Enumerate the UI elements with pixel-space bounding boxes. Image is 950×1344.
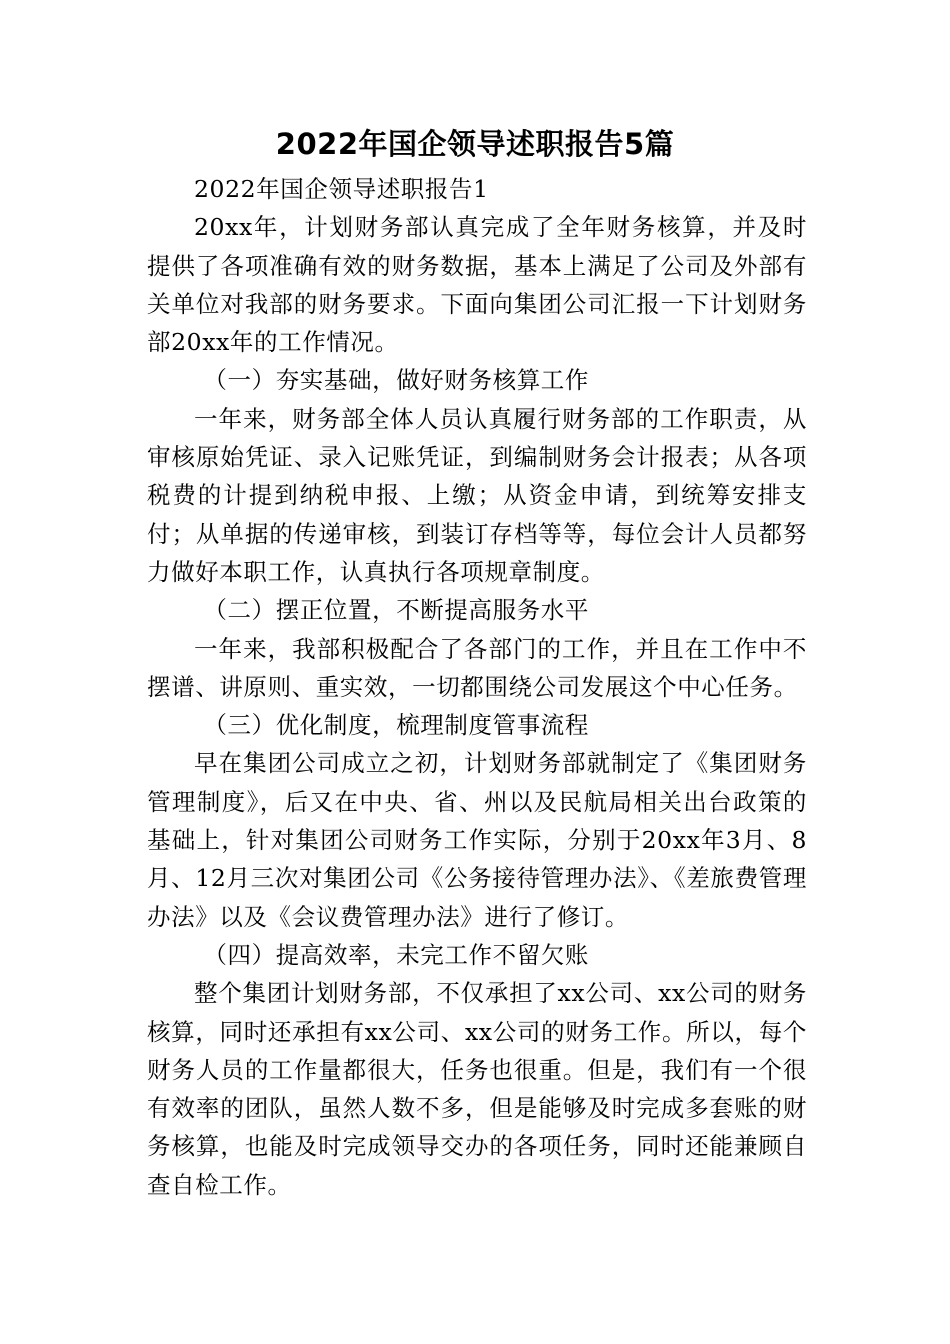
body-paragraph: 一年来，财务部全体人员认真履行财务部的工作职责，从审核原始凭证、录入记账凭证，到编制财务会计报表；从各项税费的计提到纳税申报、上缴；从资金申请，到统筹安排支付；从单据的传递审核，到装订存档等等，每位会计人员都努力做好本职工作，认真执行各项规章制度。 xyxy=(147,404,807,586)
body-paragraph: 整个集团计划财务部，不仅承担了xx公司、xx公司的财务核算，同时还承担有xx公司、xx公司的财务工作。所以，每个财务人员的工作量都很大，任务也很重。但是，我们有一个很有效率的团队，虽然人数不多，但是能够及时完成多套账的财务核算，也能及时完成领导交办的各项任务，同时还能兼顾自查自检工作。 xyxy=(147,979,807,1199)
report-subtitle: 2022年国企领导述职报告1 xyxy=(194,175,489,203)
section-heading-4: （四）提高效率，未完工作不留欠账 xyxy=(203,940,589,969)
document-title: 2022年国企领导述职报告5篇 xyxy=(275,127,675,161)
section-heading-1: （一）夯实基础，做好财务核算工作 xyxy=(203,366,589,395)
body-paragraph: 早在集团公司成立之初，计划财务部就制定了《集团财务管理制度》，后又在中央、省、州以及民航局相关出台政策的基础上，针对集团公司财务工作实际，分别于20xx年3月、8月、12月三次对集团公司《公务接待管理办法》、《差旅费管理办法》以及《会议费管理办法》进行了修订。 xyxy=(147,749,807,931)
body-paragraph: 20xx年，计划财务部认真完成了全年财务核算，并及时提供了各项准确有效的财务数据，基本上满足了公司及外部有关单位对我部的财务要求。下面向集团公司汇报一下计划财务部20xx年的工作情况。 xyxy=(147,213,807,357)
document-body xyxy=(147,170,807,1204)
section-heading-2: （二）摆正位置，不断提高服务水平 xyxy=(203,596,589,625)
section-heading-3: （三）优化制度，梳理制度管事流程 xyxy=(203,711,589,740)
body-paragraph: 一年来，我部积极配合了各部门的工作，并且在工作中不摆谱、讲原则、重实效，一切都围绕公司发展这个中心任务。 xyxy=(147,634,807,701)
